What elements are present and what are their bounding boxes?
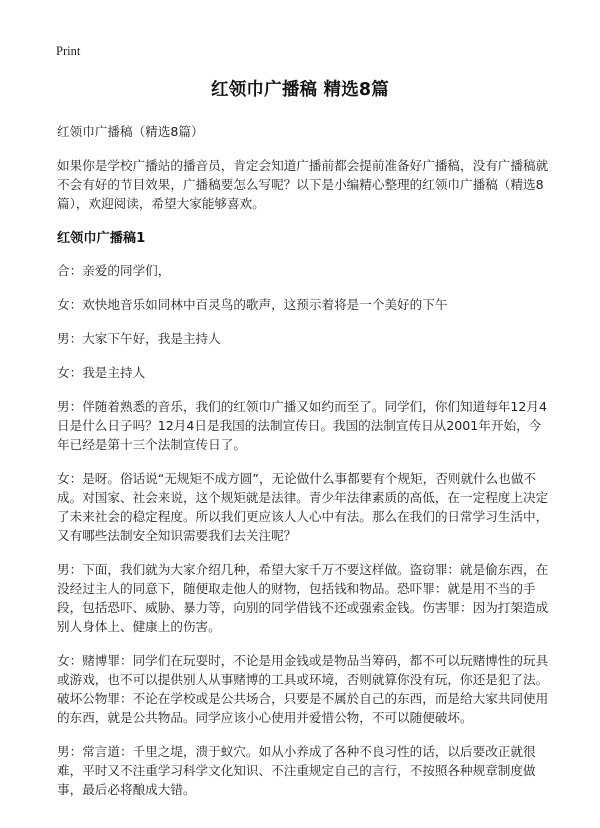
paragraph-6: 女：是呀。俗话说“无规矩不成方圆”，无论做什么事都要有个规矩，否则就什么也做不成。对国家、社会来说，这个规矩就是法律。青少年法律素质的高低，在一定程度上决定了未来社会的稳定程度。所以我们更应该人人心中有法。那么在我们的日常学习生活中，又有哪些法制安全知识需要我们去关注呢？ bbox=[57, 471, 549, 543]
section-heading: 红领巾广播稿1 bbox=[57, 231, 146, 246]
paragraph-5: 男：伴随着熟悉的音乐，我们的红领巾广播又如约而至了。同学们，你们知道每年12月4日是什么日子吗？12月4日是我国的法制宣传日。我国的法制宣传日从2001年开始，今年已经是第十三个法制宣传日了。 bbox=[57, 399, 548, 452]
print-link[interactable]: Print bbox=[56, 44, 81, 58]
page-title: 红领巾广播稿 精选8篇 bbox=[211, 80, 389, 100]
document-body bbox=[57, 122, 549, 814]
paragraph-2: 女：欢快地音乐如同林中百灵鸟的歌声，这预示着将是一个美好的下午 bbox=[57, 297, 448, 312]
paragraph-4: 女：我是主持人 bbox=[57, 365, 146, 380]
paragraph-1: 合：亲爱的同学们， bbox=[57, 263, 171, 278]
paragraph-8: 女：赌博罪：同学们在玩耍时，不论是用金钱或是物品当筹码，都不可以玩赌博性的玩具或游戏，也不可以提供别人从事赌博的工具或环境，否则就算你没有玩，你还是犯了法。破坏公物罪：不论在学校或是公共场合，只要是不属於自己的东西，而是给大家共同使用的东西，就是公共物品。同学应该小心使用并爱惜公物，不可以随便破坏。 bbox=[57, 653, 549, 725]
paragraph-7: 男：下面，我们就为大家介绍几种，希望大家千万不要这样做。盗窃罪：就是偷东西，在没经过主人的同意下，随便取走他人的财物，包括钱和物品。恐吓罪：就是用不当的手段，包括恐吓、威胁、暴力等，向别的同学借钱不还或强索金钱。伤害罪：因为打架造成别人身体上、健康上的伤害。 bbox=[57, 562, 549, 634]
intro-paragraph: 如果你是学校广播站的播音员，肯定会知道广播前都会提前准备好广播稿，没有广播稿就不会有好的节目效果，广播稿要怎么写呢？以下是小编精心整理的红领巾广播稿（精选8篇），欢迎阅读，希望大家能够喜欢。 bbox=[57, 158, 549, 211]
document-subtitle: 红领巾广播稿（精选8篇） bbox=[57, 124, 204, 139]
paragraph-3: 男：大家下午好，我是主持人 bbox=[57, 331, 221, 346]
paragraph-9: 男：常言道：千里之堤，溃于蚁穴。如从小养成了各种不良习性的话，以后要改正就很难，平时又不注重学习科学文化知识、不注重规定自己的言行，不按照各种规章制度做事，最后必将酿成大错。 bbox=[57, 744, 536, 797]
